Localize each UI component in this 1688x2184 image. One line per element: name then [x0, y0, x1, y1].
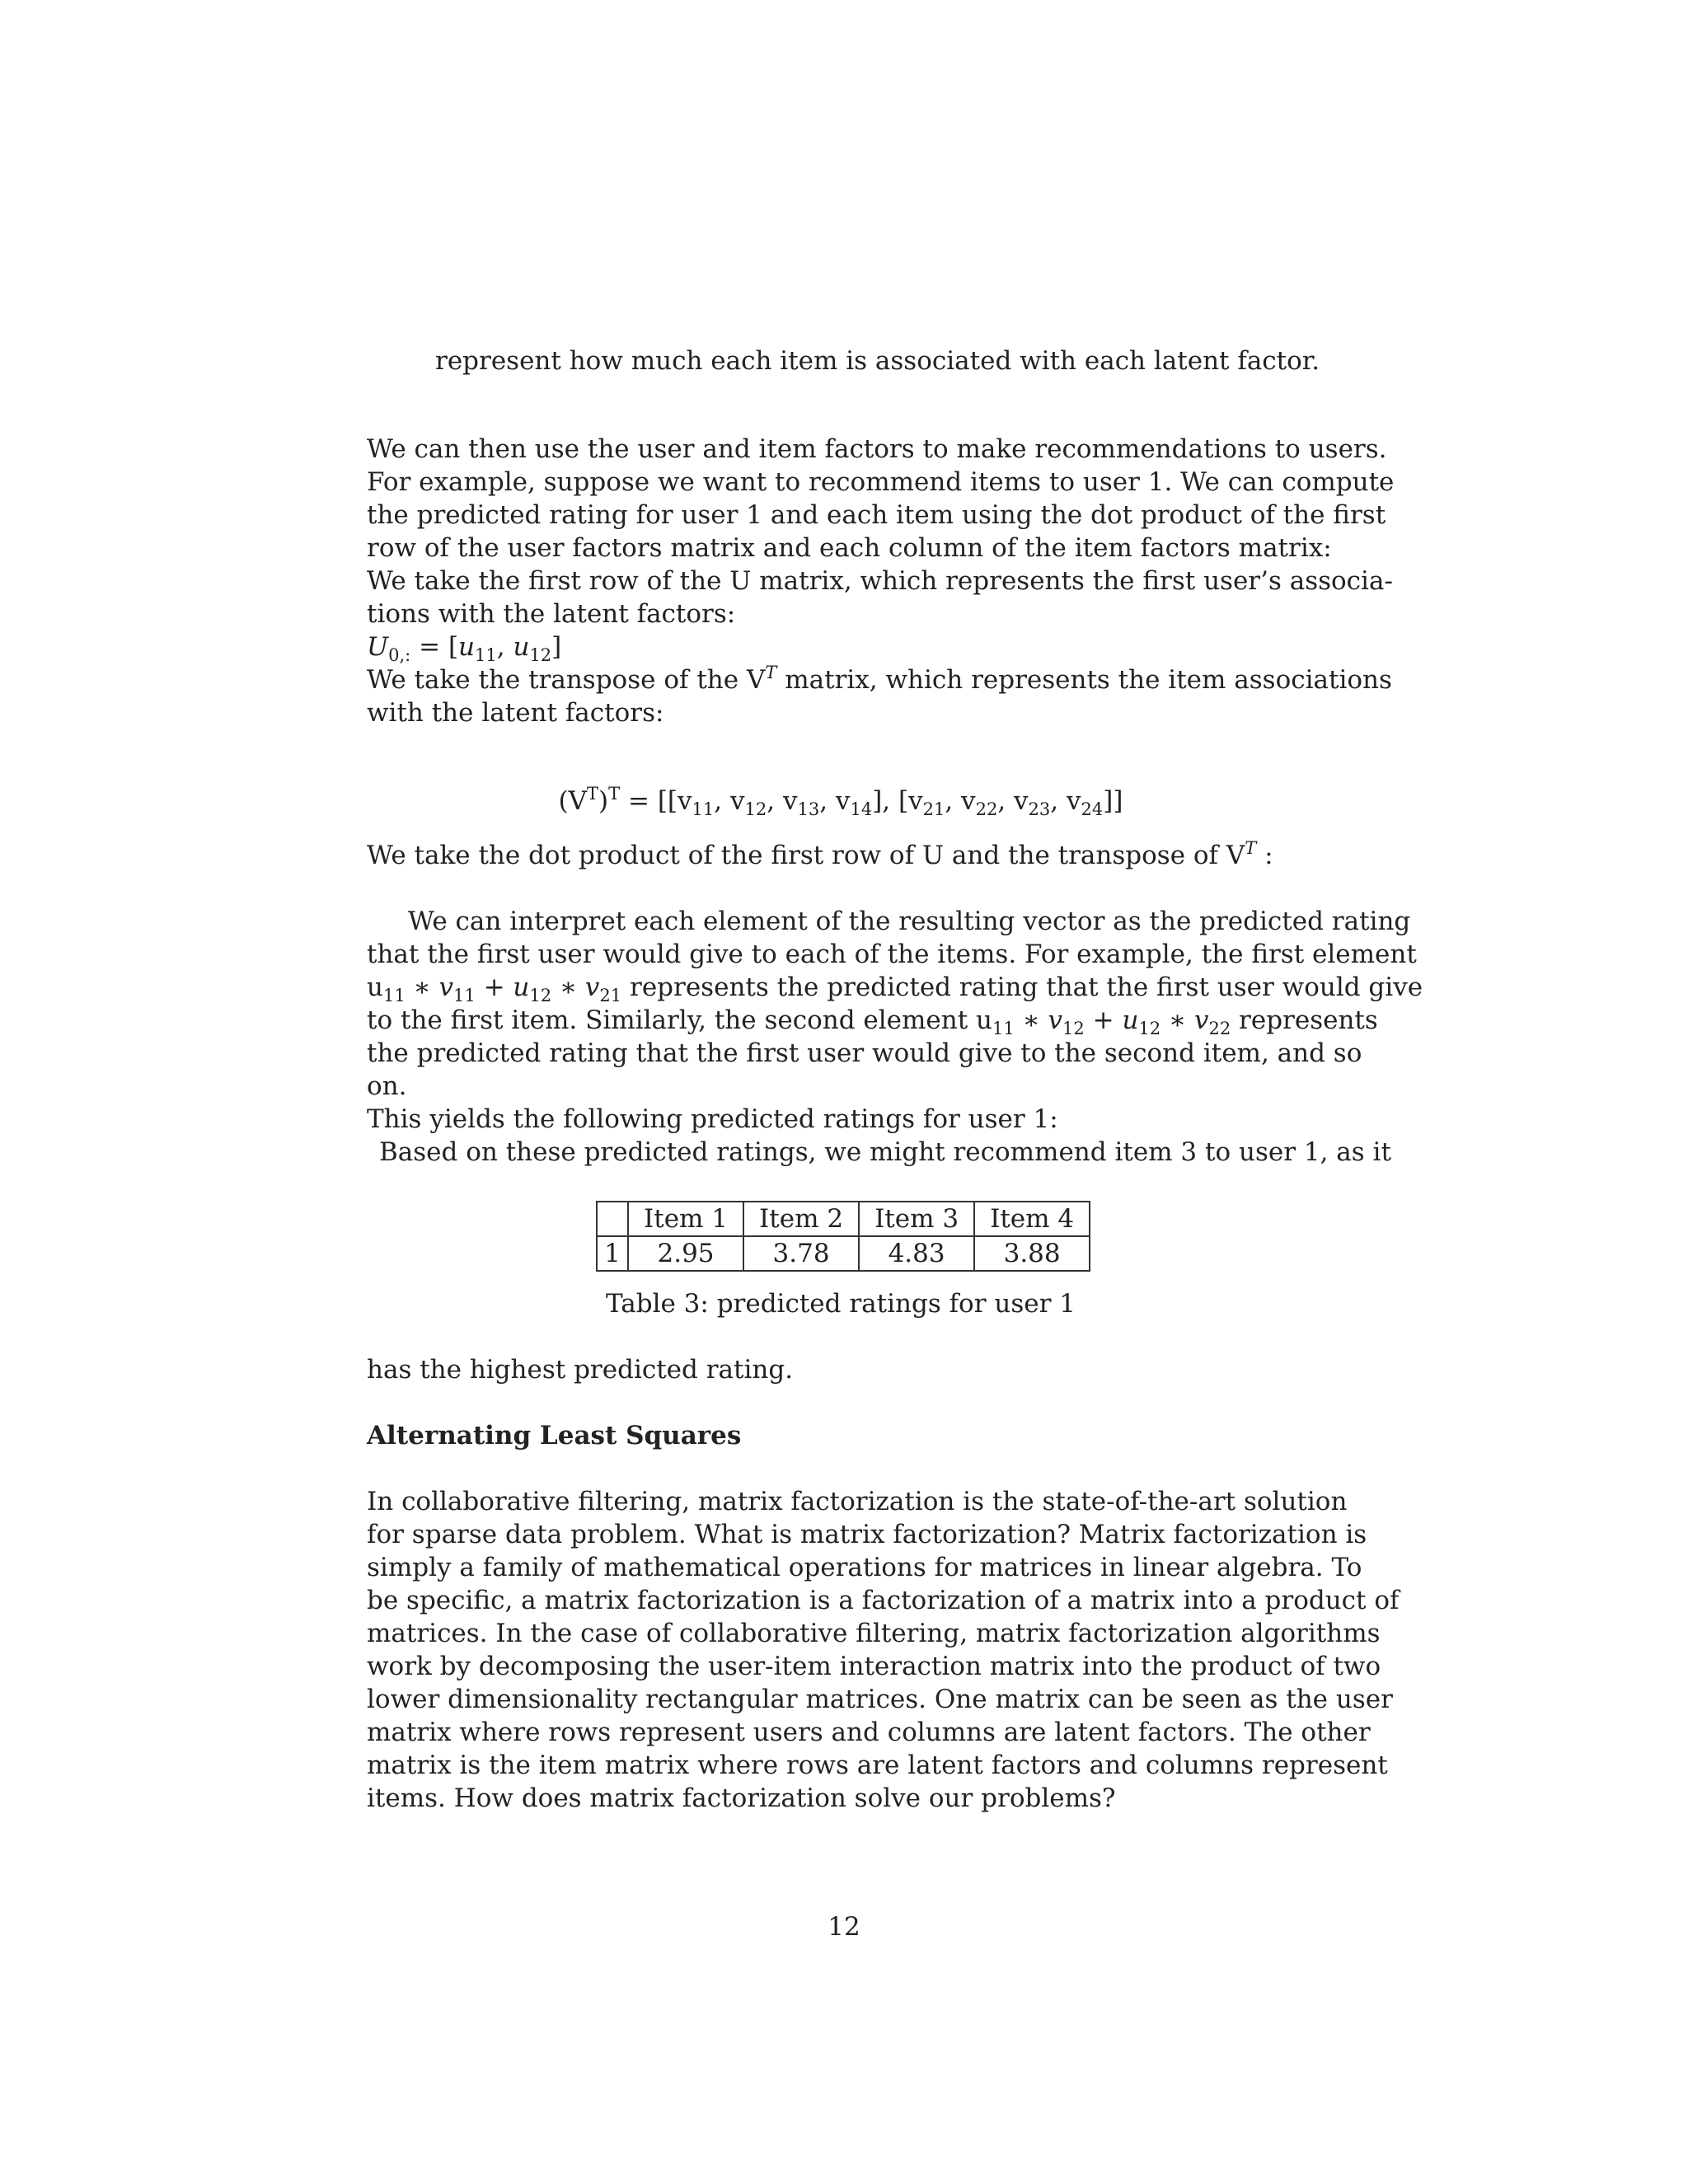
table-cell: 3.78 — [743, 1236, 859, 1271]
para1-line-5: We take the first row of the U matrix, which represents the first user’s associa- — [367, 566, 1393, 596]
transpose-line-2: with the latent factors: — [367, 698, 664, 728]
para2-line-5: the predicted rating that the first user would give to the second item, and so — [367, 1038, 1362, 1068]
table-cell: 3.88 — [974, 1236, 1090, 1271]
para1-line-2: For example, suppose we want to recommend items to user 1. We can compute — [367, 467, 1395, 497]
para1-line-6: tions with the latent factors: — [367, 599, 736, 629]
table-header-cell: Item 1 — [628, 1202, 743, 1236]
para2-line-4: to the first item. Similarly, the second element $u_{11}$ ∗ $v_{12} + u_{12}$ ∗ $v_{22}$ represents — [367, 1005, 1378, 1038]
u-row-equation: $U_{0,:} = [u_{11}$, $u_{12}$] — [367, 632, 562, 665]
table-header-cell: Item 3 — [859, 1202, 974, 1236]
para3-line-1: In collaborative filtering, matrix factorization is the state-of-the-art solution — [367, 1487, 1348, 1516]
table-cell: 4.83 — [859, 1236, 974, 1271]
page-number: 12 — [828, 1912, 860, 1942]
table-header-cell — [597, 1202, 628, 1236]
para1-line-1: We can then use the user and item factors to make recommendations to users. — [367, 434, 1387, 464]
table-cell: 2.95 — [628, 1236, 743, 1271]
table-header-row — [597, 1202, 1090, 1236]
para3-line-10: items. How does matrix factorization solve our problems? — [367, 1783, 1116, 1813]
para3-line-8: matrix where rows represent users and columns are latent factors. The other — [367, 1718, 1371, 1747]
para3-line-6: work by decomposing the user-item interaction matrix into the product of two — [367, 1652, 1381, 1681]
para3-line-5: matrices. In the case of collaborative filtering, matrix factorization algorithms — [367, 1619, 1381, 1648]
display-equation: $(V^T)^T = [[v_{11}$, $v_{12}$, $v_{13}$, $v_{14}$], [$v_{21}$, $v_{22}$, $v_{23}$, $v_{24}$]] — [558, 784, 1123, 819]
yields-line: This yields the following predicted ratings for user 1: — [367, 1104, 1058, 1134]
highest-line: has the highest predicted rating. — [367, 1355, 794, 1385]
based-line: Based on these predicted ratings, we might recommend item 3 to user 1, as it — [379, 1137, 1391, 1167]
para3-line-2: for sparse data problem. What is matrix factorization? Matrix factorization is — [367, 1520, 1367, 1549]
table-header-cell: Item 2 — [743, 1202, 859, 1236]
para3-line-4: be specific, a matrix factorization is a factorization of a matrix into a product of — [367, 1586, 1400, 1615]
ratings-table — [596, 1201, 1090, 1272]
para1-line-3: the predicted rating for user 1 and each item using the dot product of the first — [367, 500, 1386, 530]
section-heading: Alternating Least Squares — [367, 1421, 742, 1451]
para1-line-4: row of the user factors matrix and each column of the item factors matrix: — [367, 533, 1332, 563]
intro-line: represent how much each item is associated with each latent factor. — [435, 346, 1320, 376]
para2-line-3: $u_{11}$ ∗ $v_{11} + u_{12}$ ∗ $v_{21}$ represents the predicted rating that the first user would give — [367, 972, 1423, 1005]
table-cell: 1 — [597, 1236, 628, 1271]
para2-line-1: We can interpret each element of the resulting vector as the predicted rating — [408, 907, 1411, 936]
transpose-line-1: We take the transpose of the $V^T$ matrix, which represents the item associations — [367, 663, 1392, 695]
para3-line-9: matrix is the item matrix where rows are latent factors and columns represent — [367, 1750, 1388, 1780]
para2-line-6: on. — [367, 1071, 407, 1101]
para3-line-7: lower dimensionality rectangular matrices. One matrix can be seen as the user — [367, 1685, 1393, 1714]
table-header-cell: Item 4 — [974, 1202, 1090, 1236]
table-row — [597, 1236, 1090, 1271]
para3-line-3: simply a family of mathematical operations for matrices in linear algebra. To — [367, 1553, 1362, 1582]
table-caption: Table 3: predicted ratings for user 1 — [605, 1289, 1076, 1319]
dot-product-line: We take the dot product of the first row of U and the transpose of $V^T$ : — [367, 838, 1273, 870]
para2-line-2: that the first user would give to each of the items. For example, the first element — [367, 940, 1417, 969]
